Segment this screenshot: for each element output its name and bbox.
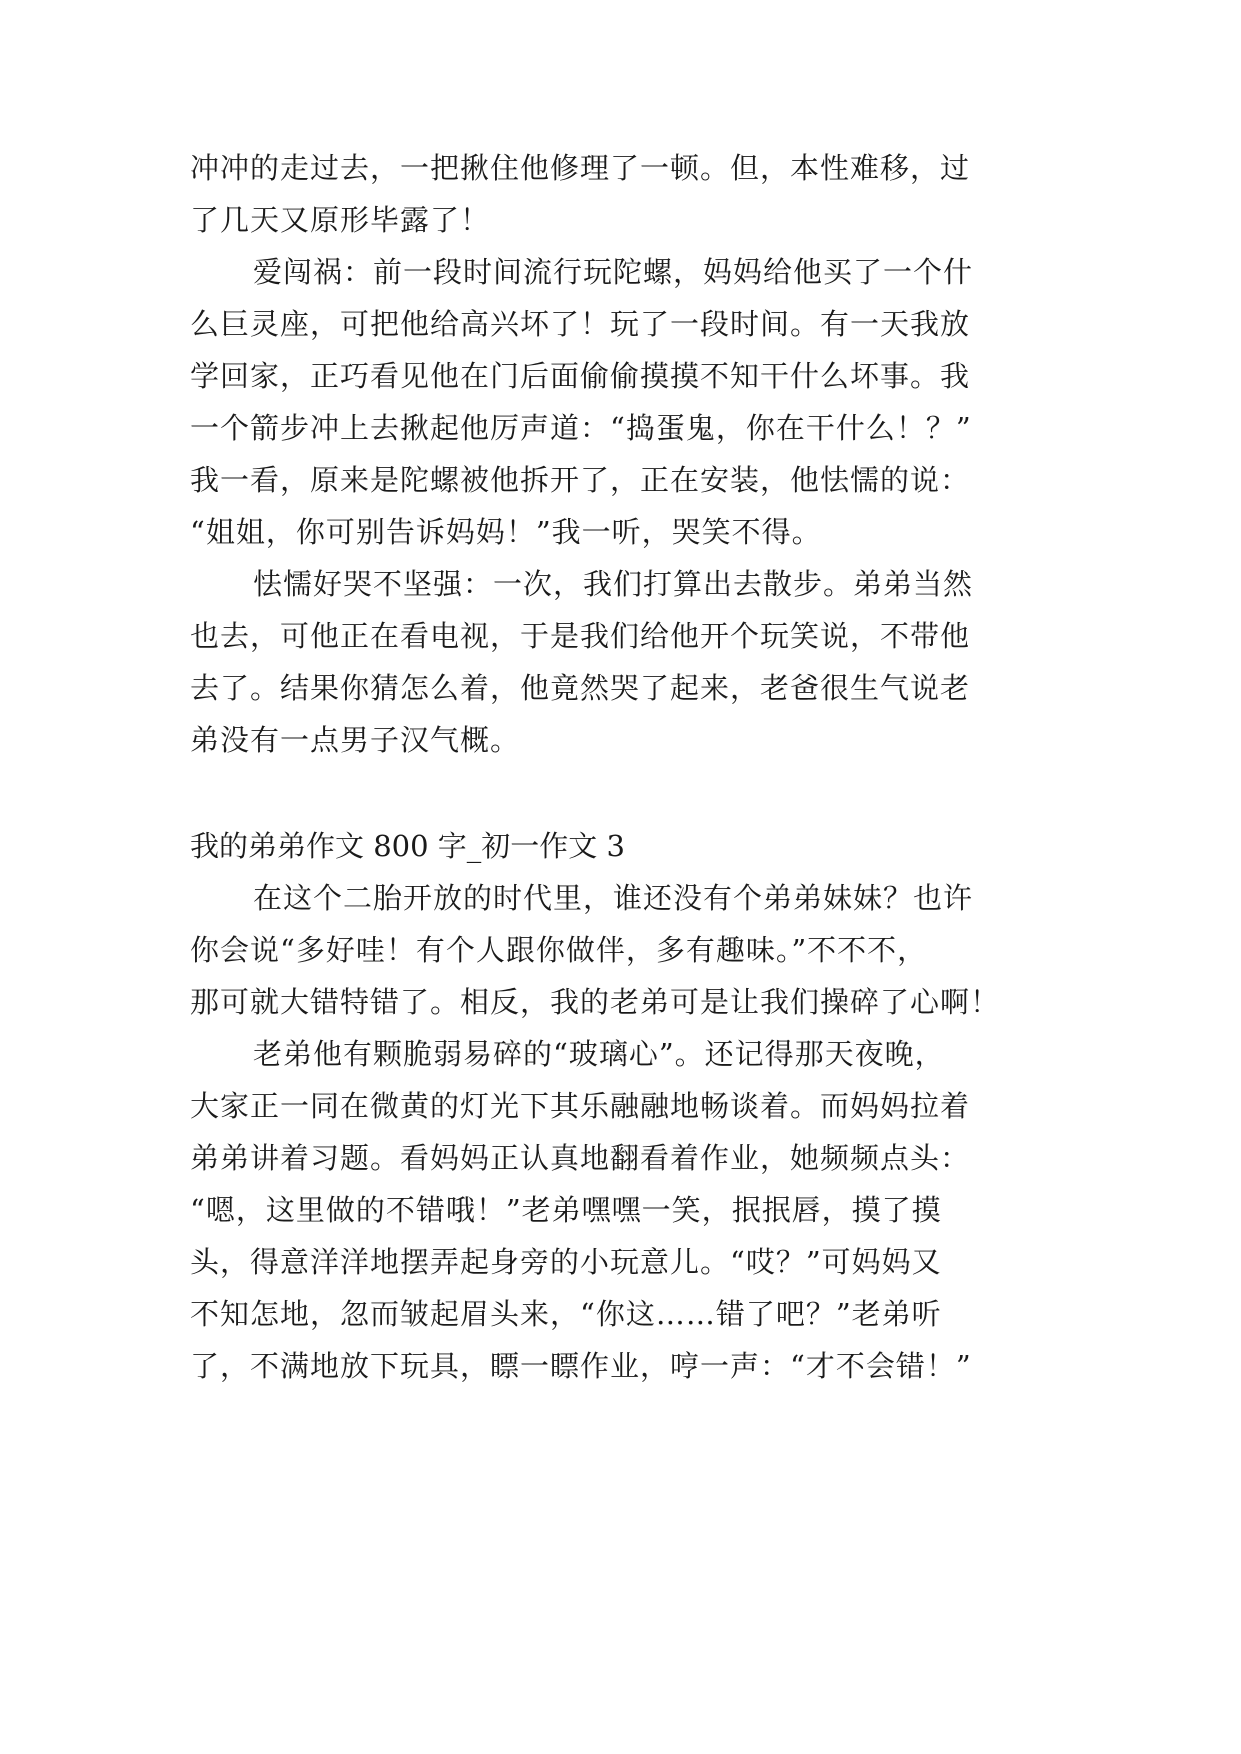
text-line: 在这个二胎开放的时代里，谁还没有个弟弟妹妹？也许 (253, 881, 974, 915)
text-line: 弟没有一点男子汉气概。 (190, 723, 521, 757)
text-line: 你会说“多好哇！有个人跟你做伴，多有趣味。”不不不， (190, 933, 928, 967)
text-line: 大家正一同在微黄的灯光下其乐融融地畅谈着。而妈妈拉着 (190, 1089, 971, 1123)
text-line: 学回家，正巧看见他在门后面偷偷摸摸不知干什么坏事。我 (190, 359, 971, 393)
text-line: “嗯，这里做的不错哦！”老弟嘿嘿一笑，抿抿唇，摸了摸 (190, 1193, 942, 1227)
text-line: 了，不满地放下玩具，瞟一瞟作业，哼一声：“才不会错！” (190, 1349, 972, 1383)
text-line: 头，得意洋洋地摆弄起身旁的小玩意儿。“哎？”可妈妈又 (190, 1245, 942, 1279)
text-line: 那可就大错特错了。相反，我的老弟可是让我们操碎了心啊！ (190, 985, 1001, 1019)
text-line: 怯懦好哭不坚强：一次，我们打算出去散步。弟弟当然 (253, 567, 974, 601)
text-line: 我一看，原来是陀螺被他拆开了，正在安装，他怯懦的说： (190, 463, 971, 497)
text-line: 爱闯祸：前一段时间流行玩陀螺，妈妈给他买了一个什 (253, 255, 974, 289)
text-line: 了几天又原形毕露了！ (190, 203, 491, 237)
section-heading: 我的弟弟作文 800 字_初一作文 3 (190, 829, 625, 863)
text-line: 也去，可他正在看电视，于是我们给他开个玩笑说，不带他 (190, 619, 971, 653)
text-line: “姐姐，你可别告诉妈妈！”我一听，哭笑不得。 (190, 515, 822, 549)
text-line: 不知怎地，忽而皱起眉头来，“你这……错了吧？”老弟听 (190, 1297, 942, 1331)
text-line: 弟弟讲着习题。看妈妈正认真地翻看着作业，她频频点头： (190, 1141, 971, 1175)
text-line: 老弟他有颗脆弱易碎的“玻璃心”。还记得那天夜晚， (253, 1037, 945, 1071)
text-line: 么巨灵座，可把他给高兴坏了！玩了一段时间。有一天我放 (190, 307, 971, 341)
text-line: 一个箭步冲上去揪起他厉声道：“捣蛋鬼，你在干什么！？” (190, 411, 972, 445)
text-line: 冲冲的走过去，一把揪住他修理了一顿。但，本性难移，过 (190, 151, 971, 185)
text-line: 去了。结果你猜怎么着，他竟然哭了起来，老爸很生气说老 (190, 671, 971, 705)
